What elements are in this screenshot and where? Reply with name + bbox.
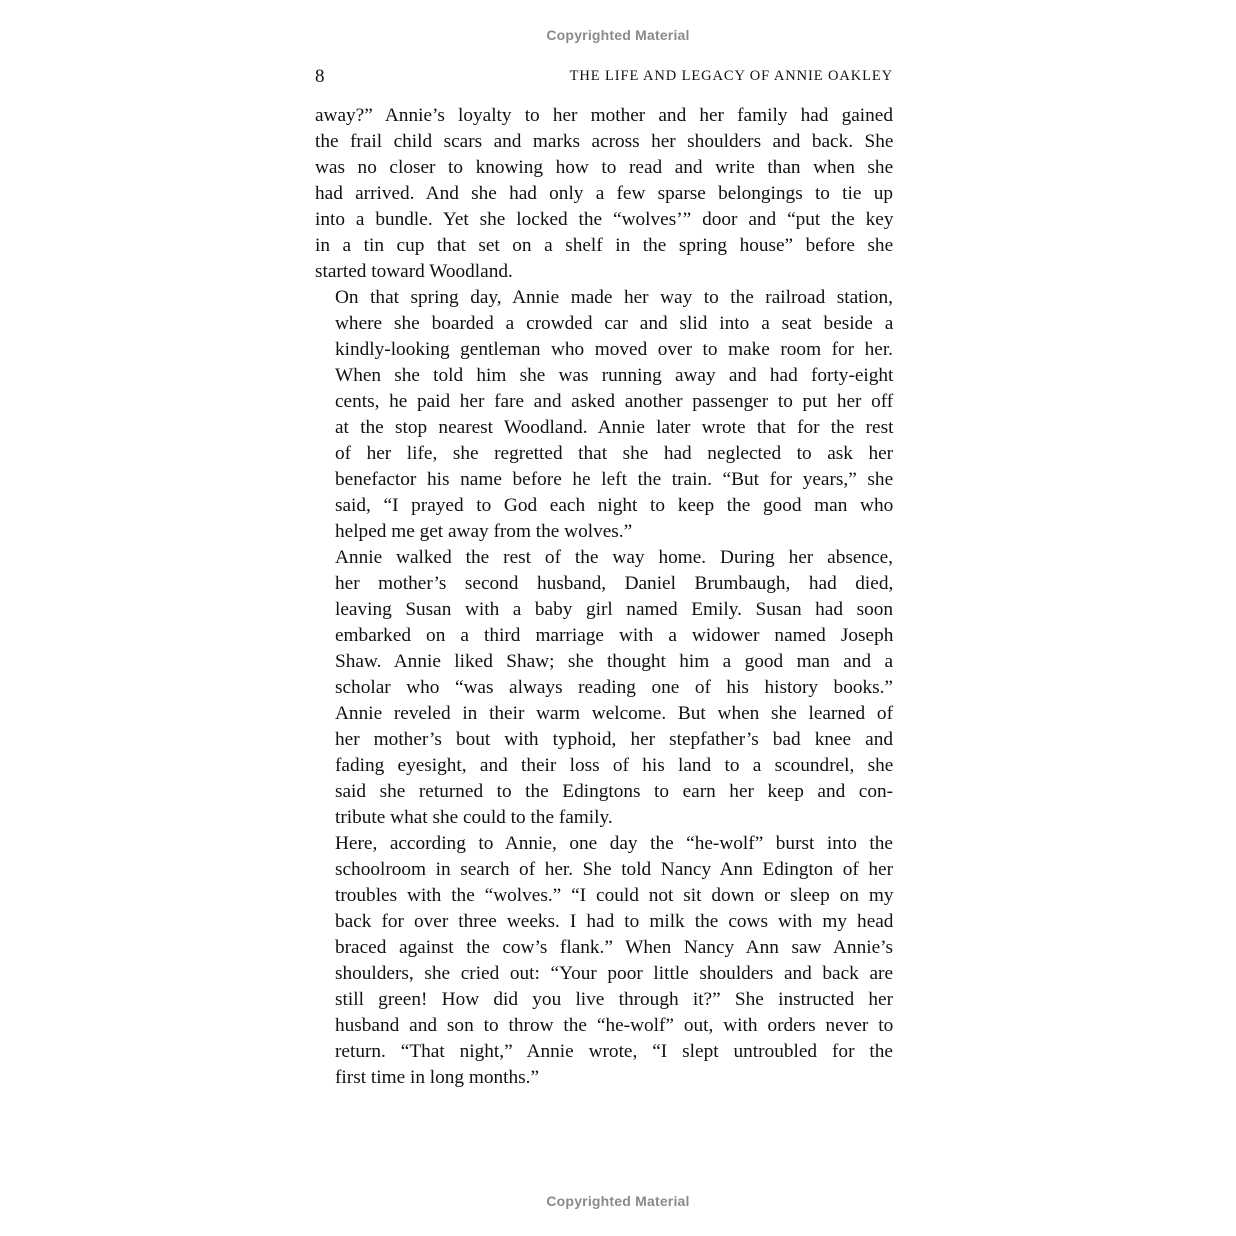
text-line: benefactor his name before he left the train. “But for years,” she	[335, 469, 894, 490]
text-line: was no closer to knowing how to read and write than when she	[315, 157, 894, 178]
running-header	[315, 66, 893, 90]
text-line: said, “I prayed to God each night to keep the good man who	[335, 495, 894, 516]
text-line: her mother’s bout with typhoid, her stepfather’s bad knee and	[335, 729, 893, 750]
paragraph	[315, 545, 893, 831]
body-text	[315, 103, 893, 1091]
text-line: said she returned to the Edingtons to earn her keep and con-	[335, 781, 894, 802]
text-line: husband and son to throw the “he-wolf” out, with orders never to	[335, 1015, 894, 1036]
page-number: 8	[315, 66, 325, 87]
text-line: away?” Annie’s loyalty to her mother and her family had gained	[315, 105, 893, 126]
text-line: Shaw. Annie liked Shaw; she thought him a good man and a	[335, 651, 893, 672]
text-line: On that spring day, Annie made her way to the railroad station,	[335, 287, 893, 308]
text-line: first time in long months.”	[335, 1067, 540, 1088]
text-line: troubles with the “wolves.” “I could not sit down or sleep on my	[335, 885, 894, 906]
text-line: embarked on a third marriage with a widower named Joseph	[335, 625, 894, 646]
text-line: braced against the cow’s flank.” When Nancy Ann saw Annie’s	[335, 937, 893, 958]
text-line: of her life, she regretted that she had neglected to ask her	[335, 443, 894, 464]
text-line: the frail child scars and marks across her shoulders and back. She	[315, 131, 894, 152]
text-line: return. “That night,” Annie wrote, “I slept untroubled for the	[335, 1041, 893, 1062]
text-line: where she boarded a crowded car and slid into a seat beside a	[335, 313, 894, 334]
text-line: kindly-looking gentleman who moved over to make room for her.	[335, 339, 893, 360]
text-line: started toward Woodland.	[315, 261, 513, 282]
text-line: back for over three weeks. I had to milk the cows with my head	[335, 911, 894, 932]
text-line: scholar who “was always reading one of his history books.”	[335, 677, 893, 698]
copyright-watermark-top: Copyrighted Material	[546, 27, 690, 43]
running-title: THE LIFE AND LEGACY OF ANNIE OAKLEY	[569, 68, 893, 84]
paragraph	[315, 285, 893, 545]
copyright-watermark-bottom: Copyrighted Material	[546, 1193, 690, 1209]
paragraph	[315, 831, 893, 1091]
text-line: fading eyesight, and their loss of his land to a scoundrel, she	[335, 755, 894, 776]
text-line: in a tin cup that set on a shelf in the spring house” before she	[315, 235, 894, 256]
text-line: still green! How did you live through it?” She instructed her	[335, 989, 893, 1010]
text-line: Here, according to Annie, one day the “he-wolf” burst into the	[335, 833, 893, 854]
text-line: Annie walked the rest of the way home. During her absence,	[335, 547, 893, 568]
text-line: helped me get away from the wolves.”	[335, 521, 633, 542]
text-line: Annie reveled in their warm welcome. But when she learned of	[335, 703, 893, 724]
text-line: had arrived. And she had only a few sparse belongings to tie up	[315, 183, 893, 204]
text-line: schoolroom in search of her. She told Nancy Ann Edington of her	[335, 859, 893, 880]
text-line: her mother’s second husband, Daniel Brumbaugh, had died,	[335, 573, 894, 594]
paragraph	[315, 103, 893, 285]
text-line: tribute what she could to the family.	[335, 807, 613, 828]
text-line: into a bundle. Yet she locked the “wolves’” door and “put the key	[315, 209, 894, 230]
text-line: at the stop nearest Woodland. Annie later wrote that for the rest	[335, 417, 894, 438]
text-line: leaving Susan with a baby girl named Emily. Susan had soon	[335, 599, 893, 620]
text-line: When she told him she was running away and had forty-eight	[335, 365, 894, 386]
text-line: cents, he paid her fare and asked another passenger to put her off	[335, 391, 894, 412]
text-line: shoulders, she cried out: “Your poor little shoulders and back are	[335, 963, 893, 984]
